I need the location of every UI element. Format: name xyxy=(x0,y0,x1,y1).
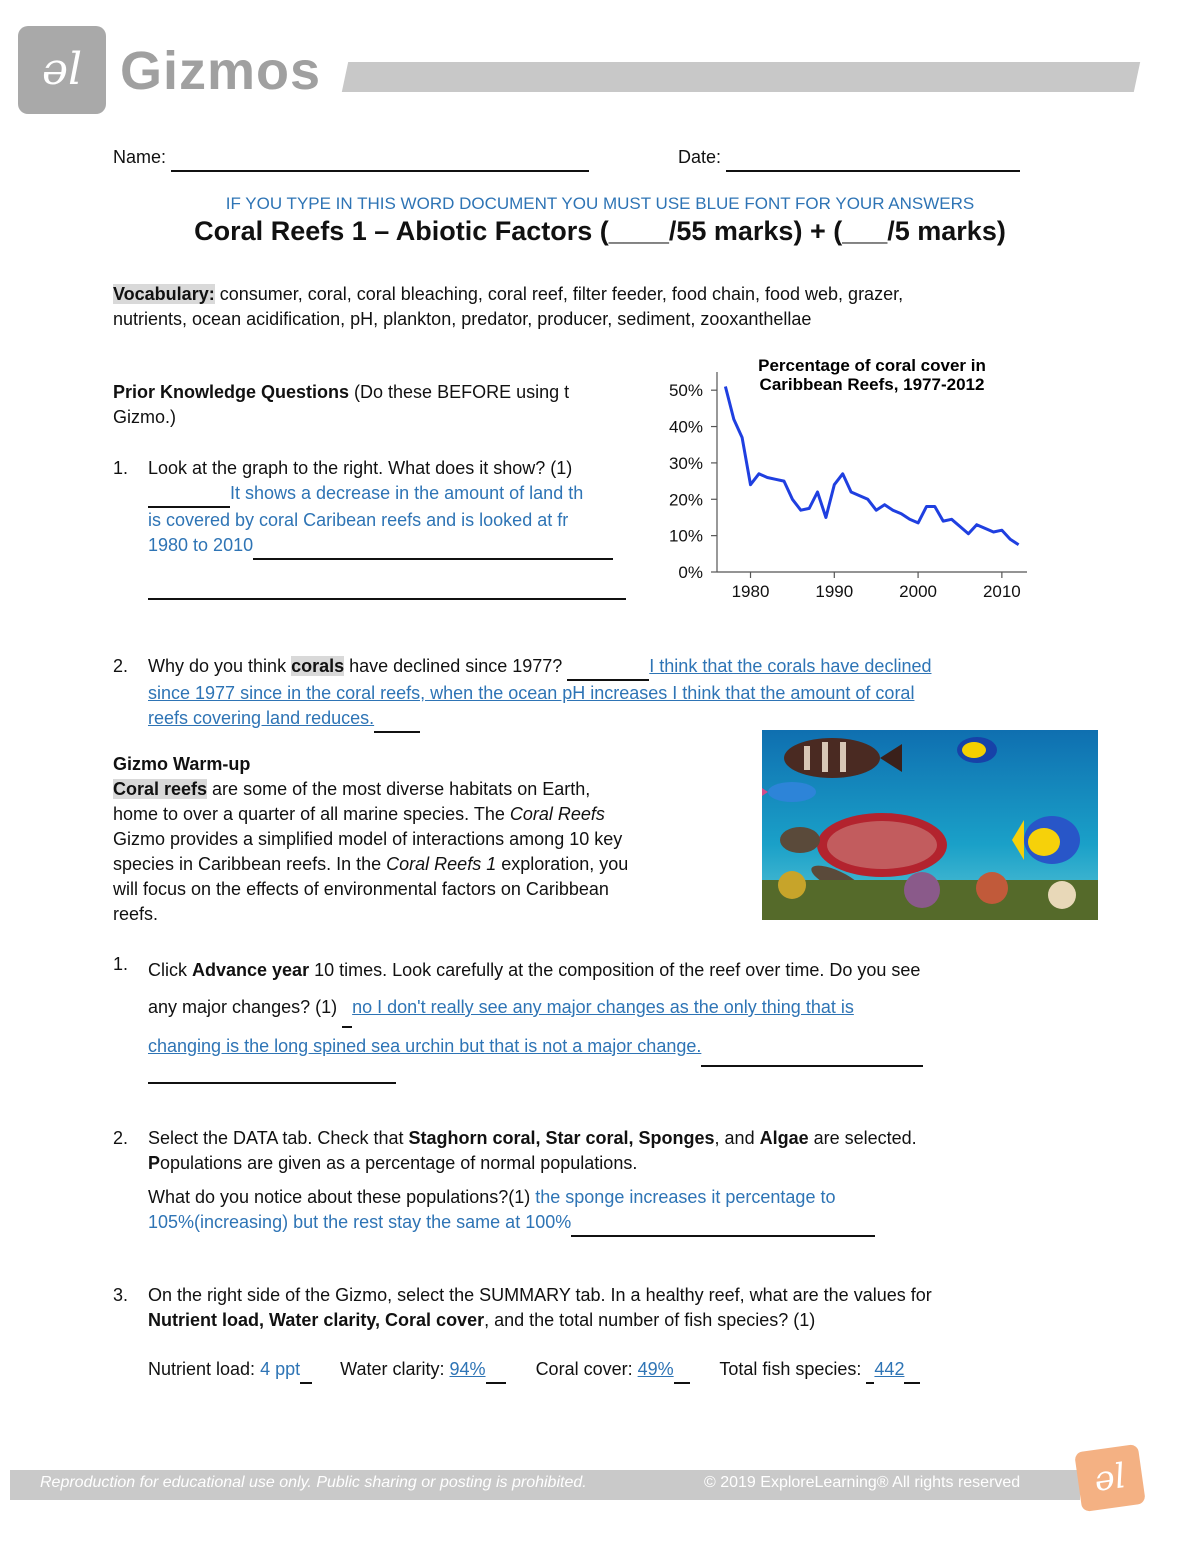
y-tick-label: 30% xyxy=(668,453,703,473)
vocabulary: Vocabulary: consumer, coral, coral bleaching, coral reef, filter feeder, food chain, food web, grazer, nutrients, ocean acidification, pH, plankton, predator, producer, sediment, zooxanthellae xyxy=(113,284,904,329)
y-tick-label: 20% xyxy=(668,490,703,510)
y-tick-label: 50% xyxy=(668,381,703,401)
coral-cover-chart xyxy=(655,350,1045,610)
y-tick-label: 40% xyxy=(668,417,703,437)
x-tick-label: 1980 xyxy=(731,582,770,601)
answer-line xyxy=(148,598,626,600)
x-tick-label: 2010 xyxy=(982,582,1021,601)
question-number: 1. xyxy=(113,458,129,478)
question-number: 2. xyxy=(113,1128,129,1148)
date-blank[interactable] xyxy=(726,145,1020,172)
name-blank[interactable] xyxy=(171,145,589,172)
summary-values: Nutrient load: 4 ppt Water clarity: 94% Coral cover: 49% Total fish species: 442 xyxy=(148,1357,932,1384)
date-field[interactable]: Date: xyxy=(678,145,1020,172)
warmup-q2[interactable]: Select the DATA tab. Check that Staghorn coral, Star coral, Sponges, and Algae are selected. Populations are given as a percentage of normal populations. What do you notice about these populations?(1) the sponge increases it percentage to 105%(increasing) but the rest stay the same at 100% xyxy=(148,1126,917,1237)
x-tick-label: 2000 xyxy=(899,582,937,601)
prior-q1-text: Look at the graph to the right. What does it show? (1) xyxy=(148,458,573,478)
chart-title-line2: Caribbean Reefs, 1977-2012 xyxy=(759,375,985,394)
x-tick-label: 1990 xyxy=(815,582,854,601)
answer-line xyxy=(148,1082,396,1084)
question-number: 3. xyxy=(113,1285,129,1305)
question-number: 2. xyxy=(113,656,129,676)
y-tick-label: 10% xyxy=(668,526,703,546)
footer-disclaimer: Reproduction for educational use only. Public sharing or posting is prohibited. xyxy=(40,1474,587,1491)
y-tick-label: 0% xyxy=(678,563,703,582)
gizmos-logo: ǝl xyxy=(18,26,106,114)
page-title: Coral Reefs 1 – Abiotic Factors (____/55 marks) + (___/5 marks) xyxy=(194,216,1006,246)
name-field[interactable]: Name: xyxy=(113,145,589,172)
prior-q1-answer[interactable]: It shows a decrease in the amount of land th is covered by coral Caribean reefs and is looked at fr 1980 to 2010 xyxy=(148,481,613,560)
coral-reef-illustration xyxy=(762,730,1098,920)
prior-knowledge-heading: Prior Knowledge Questions (Do these BEFORE using t Gizmo.) xyxy=(113,382,570,427)
header-divider xyxy=(342,62,1140,92)
prior-q2[interactable]: Why do you think corals have declined since 1977? I think that the corals have declined since 1977 since in the coral reefs, when the ocean pH increases I think that the amount of coral reefs covering land reduces. xyxy=(148,654,931,733)
coral-cover-series-line xyxy=(725,387,1018,545)
brand-name: Gizmos xyxy=(120,41,322,101)
explorelearning-logo-icon: ǝl xyxy=(1074,1444,1146,1512)
question-number: 1. xyxy=(113,954,129,974)
angelfish-icon xyxy=(957,737,997,763)
warmup-section: Gizmo Warm-up Coral reefs are some of the most diverse habitats on Earth, home to over a quarter of all marine species. The Coral Reefs Gizmo provides a simplified model of interactions among 10 key species in Caribbean reefs. In the Coral Reefs 1 exploration, you will focus on the effects of environmental factors on Caribbean reefs. xyxy=(113,754,629,924)
footer-copyright: © 2019 ExploreLearning® All rights reserved xyxy=(704,1474,1021,1491)
instruction-text: IF YOU TYPE IN THIS WORD DOCUMENT YOU MUST USE BLUE FONT FOR YOUR ANSWERS xyxy=(225,194,975,213)
warmup-q1[interactable]: Click Advance year 10 times. Look carefully at the composition of the reef over time. Do you see any major changes? (1) no I don't really see any major changes as the only thing that is changing is the long spined sea urchin but that is not a major change. xyxy=(148,952,923,1067)
chart-title-line1: Percentage of coral cover in xyxy=(758,356,986,375)
warmup-q3[interactable]: On the right side of the Gizmo, select the SUMMARY tab. In a healthy reef, what are the values for Nutrient load, Water clarity, Coral cover, and the total number of fish species? (1) Nutrient load: 4 ppt Water clarity: 94% Coral cover: 49% Total fish species: 442 xyxy=(148,1283,932,1384)
queen-angelfish-icon xyxy=(1012,816,1080,864)
